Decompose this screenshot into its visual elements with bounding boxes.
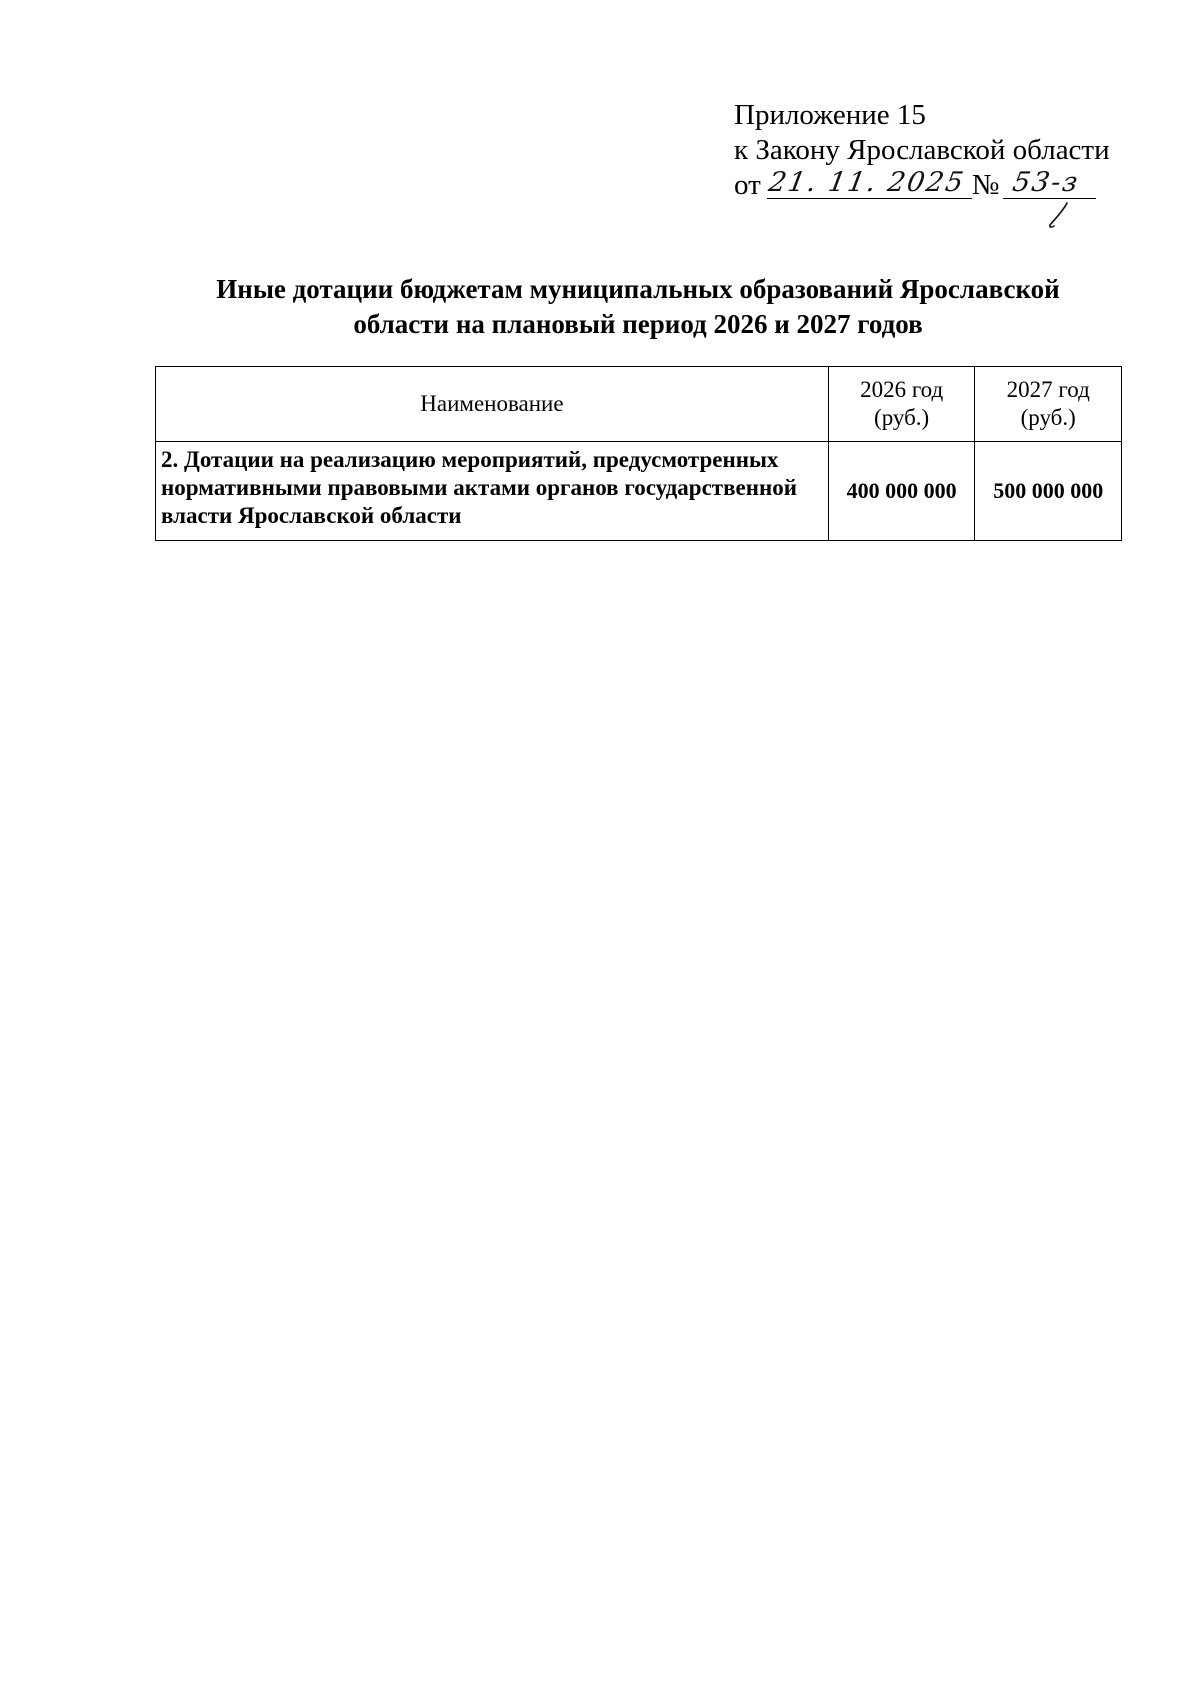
table-row — [156, 442, 1122, 541]
handwritten-date: 21. 11. 2025 — [766, 167, 968, 198]
row-year1-value: 400 000 000 — [828, 442, 975, 541]
appendix-number: Приложение 15 — [734, 99, 926, 131]
header-year2-unit: (руб.) — [1020, 405, 1076, 430]
header-year2: 2027 год — [1006, 377, 1090, 402]
header-name: Наименование — [420, 391, 564, 416]
law-reference: к Закону Ярославской области — [734, 134, 1110, 166]
date-prefix: от — [734, 169, 761, 201]
header-name-cell — [156, 367, 829, 442]
row-name: 2. Дотации на реализацию мероприятий, предусмотренных нормативными правовыми актами органов государственной власти Ярославской области — [156, 442, 829, 541]
header-year1-cell — [828, 367, 975, 442]
number-field — [1003, 168, 1096, 199]
grants-table — [155, 366, 1122, 541]
table-header-row — [156, 367, 1122, 442]
number-sign: № — [971, 169, 1000, 201]
header-year1: 2026 год — [860, 377, 944, 402]
date-field — [767, 168, 972, 199]
handwritten-number: 53-з — [1010, 167, 1083, 198]
title-line-2: области на плановый период 2026 и 2027 годов — [353, 309, 923, 339]
header-year1-unit: (руб.) — [874, 405, 930, 430]
document-title — [150, 272, 1126, 342]
law-date-number-line — [734, 168, 1110, 203]
handwriting-stroke-icon — [1045, 201, 1075, 231]
header-year2-cell — [975, 367, 1122, 442]
appendix-header — [734, 98, 1110, 203]
title-line-1: Иные дотации бюджетам муниципальных образований Ярославской — [216, 274, 1060, 304]
row-year2-value: 500 000 000 — [975, 442, 1122, 541]
